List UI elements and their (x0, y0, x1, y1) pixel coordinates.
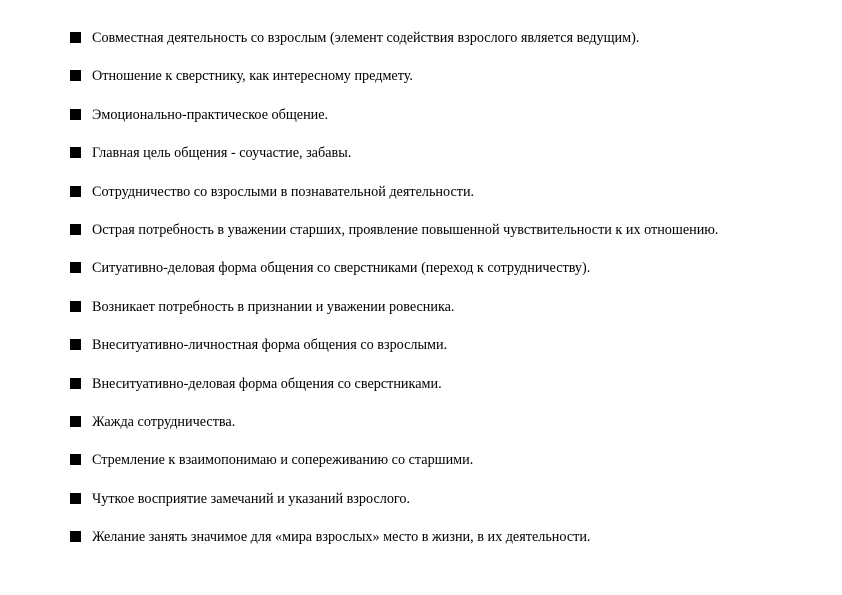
list-item (70, 29, 810, 67)
list-item-text: Внеситуативно-личностная форма общения со взрослыми. (92, 337, 448, 354)
square-bullet-icon (70, 109, 81, 120)
square-bullet-icon (70, 32, 81, 43)
square-bullet-icon (70, 70, 81, 81)
list-item-text: Эмоционально-практическое общение. (92, 106, 329, 123)
square-bullet-icon (70, 454, 81, 465)
square-bullet-icon (70, 147, 81, 158)
bullet-list (70, 29, 810, 566)
square-bullet-icon (70, 493, 81, 504)
list-item (70, 336, 810, 374)
list-item-text: Чуткое восприятие замечаний и указаний взрослого. (92, 490, 411, 507)
list-item-text: Желание занять значимое для «мира взрослых» место в жизни, в их деятельности. (92, 529, 591, 546)
list-item-text: Совместная деятельность со взрослым (элемент содействия взрослого является ведущим). (92, 30, 640, 46)
square-bullet-icon (70, 262, 81, 273)
list-item (70, 413, 810, 451)
square-bullet-icon (70, 301, 81, 312)
list-item-text: Жажда сотрудничества. (92, 413, 236, 430)
list-item-text: Возникает потребность в признании и уважении ровесника. (92, 298, 455, 315)
square-bullet-icon (70, 224, 81, 235)
list-item-text: Внеситуативно-деловая форма общения со сверстниками. (92, 375, 442, 392)
square-bullet-icon (70, 416, 81, 427)
list-item-text: Стремление к взаимопонимаю и сопереживанию со старшими. (92, 452, 474, 469)
list-item (70, 259, 810, 297)
list-item (70, 106, 810, 144)
list-item (70, 67, 810, 105)
list-item (70, 375, 810, 413)
square-bullet-icon (70, 339, 81, 350)
list-item (70, 528, 810, 566)
list-item (70, 298, 810, 336)
square-bullet-icon (70, 531, 81, 542)
list-item (70, 490, 810, 528)
square-bullet-icon (70, 378, 81, 389)
list-item-text: Отношение к сверстнику, как интересному предмету. (92, 68, 413, 85)
list-item-text: Ситуативно-деловая форма общения со сверстниками (переход к сотрудничеству). (92, 260, 591, 277)
list-item-text: Сотрудничество со взрослыми в познавательной деятельности. (92, 183, 475, 200)
list-item (70, 451, 810, 489)
list-item-text: Острая потребность в уважении старших, проявление повышенной чувствительности к их отношению. (92, 221, 719, 238)
list-item (70, 221, 810, 259)
square-bullet-icon (70, 186, 81, 197)
list-item (70, 144, 810, 182)
list-item-text: Главная цель общения - соучастие, забавы. (92, 145, 352, 162)
list-item (70, 183, 810, 221)
